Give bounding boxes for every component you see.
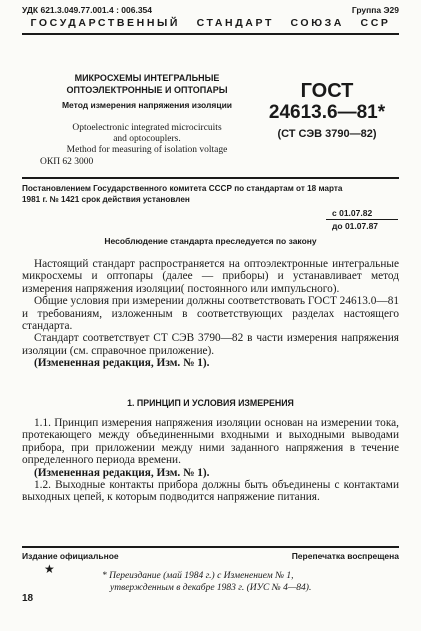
official-edition-label: Издание официальное: [22, 551, 119, 561]
udk-code: УДК 621.3.049.77.001.4 : 006.354: [22, 5, 153, 15]
title-en-line-3: Method for measuring of isolation voltage: [66, 145, 228, 155]
decree-line-2: 1981 г. № 1421 срок действия установлен: [22, 194, 190, 204]
star-mark: ★: [44, 562, 55, 576]
title-line-2: ОПТОЭЛЕКТРОННЫЕ И ОПТОПАРЫ: [66, 85, 228, 95]
st-sev-code: (СТ СЭВ 3790—82): [277, 128, 377, 140]
intro-paragraph-1: Настоящий стандарт распространяется на оптоэлектронные интегральные микросхемы и оптопары (далее — приборы) и устанавливает метод измерения напряжения изоляции( постоянного или импульсного).: [22, 258, 399, 295]
section-1-heading: 1. ПРИНЦИП И УСЛОВИЯ ИЗМЕРЕНИЯ: [127, 398, 294, 408]
footer-rule: [22, 546, 399, 548]
section-1-amendment-note: (Измененная редакция, Изм. № 1).: [34, 466, 210, 479]
page-number: 18: [22, 593, 34, 604]
reissue-note-line-2: утвержденным в декабре 1983 г. (ИУС № 4—84).: [110, 583, 312, 593]
decree-line-1: Постановлением Государственного комитета СССР по стандартам от 18 марта: [22, 184, 343, 193]
intro-amendment-note: (Измененная редакция, Изм. № 1).: [34, 357, 210, 370]
title-rule: [22, 177, 399, 179]
intro-paragraph-3: Стандарт соответствует СТ СЭВ 3790—82 в части измерения напряжения изоляции (см. справочное приложение).: [22, 332, 399, 357]
title-line-1: МИКРОСХЕМЫ ИНТЕГРАЛЬНЫЕ: [74, 73, 220, 83]
gost-label: ГОСТ: [300, 80, 354, 102]
decree-text: [22, 184, 399, 205]
gost-number: 24613.6—81*: [268, 102, 386, 123]
standard-banner: ГОСУДАРСТВЕННЫЙ СТАНДАРТ СОЮЗА ССР: [30, 17, 391, 29]
title-block-ru: [40, 72, 254, 111]
section-1-paragraph-2: 1.2. Выходные контакты прибора должны быть объединены с контактами выходных цепей, к которым подводится напряжение питания.: [22, 479, 399, 504]
title-en-line-1: Optoelectronic integrated microcircuits: [72, 123, 222, 133]
okp-code: ОКП 62 3000: [40, 157, 94, 167]
title-en-line-2: and optocouplers.: [113, 134, 181, 144]
section-1-paragraph-1: 1.1. Принцип измерения напряжения изоляции основан на измерении тока, протекающего между объединенными входными и выходными выводами прибора, при приложении между ними заданного напряжения в течение определенного периода времени.: [22, 417, 399, 467]
decree-to-date: до 01.07.87: [332, 221, 379, 231]
header-rule: [22, 33, 399, 35]
date-underline: [326, 219, 398, 220]
intro-paragraph-2: Общие условия при измерении должны соответствовать ГОСТ 24613.0—81 и требованиям, изложенным в соответствующих разделах настоящего стандарта.: [22, 295, 399, 333]
reissue-note: [80, 570, 381, 594]
decree-from-date: с 01.07.82: [332, 208, 373, 218]
title-subtitle: Метод измерения напряжения изоляции: [61, 100, 233, 110]
intro-section: [22, 258, 399, 370]
reprint-prohibited-label: Перепечатка воспрещена: [291, 551, 399, 561]
gost-block: [262, 80, 392, 142]
law-warning: Несоблюдение стандарта преследуется по закону: [104, 236, 317, 246]
title-block-en: [40, 123, 254, 156]
group-label: Группа Э29: [351, 5, 399, 15]
reissue-note-line-1: * Переиздание (май 1984 г.) с Изменением № 1,: [102, 571, 294, 581]
section-1-body: [22, 417, 399, 504]
